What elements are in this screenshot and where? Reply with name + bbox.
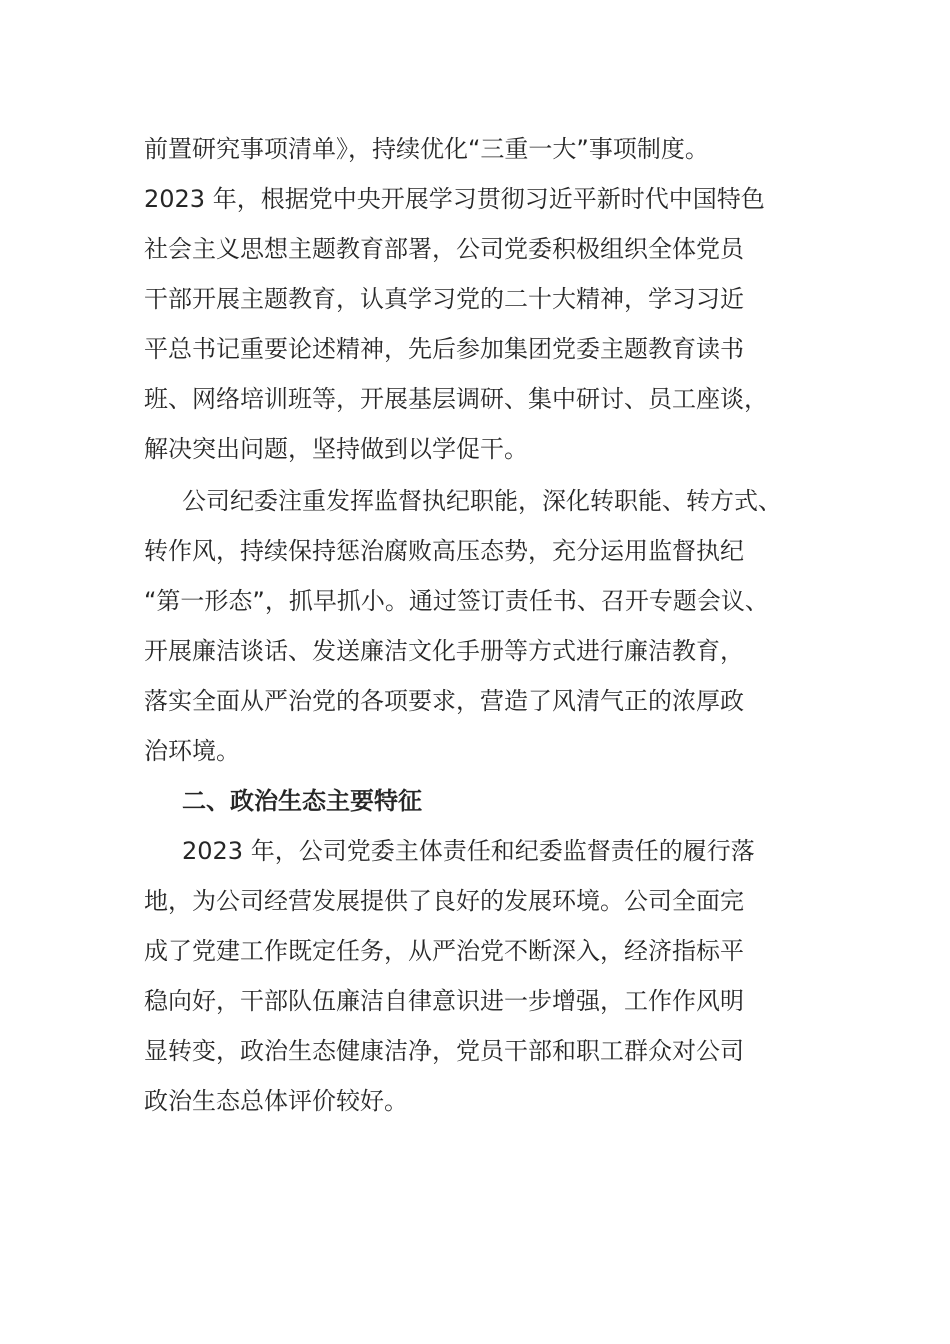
paragraph-line: 社会主义思想主题教育部署，公司党委积极组织全体党员 [144, 235, 744, 263]
paragraph-line: 落实全面从严治党的各项要求，营造了风清气正的浓厚政 [144, 687, 744, 715]
paragraph-line: 转作风，持续保持惩治腐败高压态势，充分运用监督执纪 [144, 537, 744, 565]
paragraph-line: 成了党建工作既定任务，从严治党不断深入，经济指标平 [144, 937, 744, 965]
paragraph-line: 前置研究事项清单》，持续优化“三重一大”事项制度。 [144, 135, 709, 163]
paragraph-line: 开展廉洁谈话、发送廉洁文化手册等方式进行廉洁教育， [144, 637, 744, 665]
paragraph-line: 平总书记重要论述精神，先后参加集团党委主题教育读书 [144, 335, 744, 363]
paragraph-line: 2023 年，公司党委主体责任和纪委监督责任的履行落 [182, 837, 755, 865]
paragraph-line: 显转变，政治生态健康洁净，党员干部和职工群众对公司 [144, 1037, 744, 1065]
paragraph-line: 政治生态总体评价较好。 [144, 1087, 408, 1115]
paragraph-line: 解决突出问题，坚持做到以学促干。 [144, 435, 528, 463]
paragraph-line: 治环境。 [144, 737, 240, 765]
paragraph-line: 稳向好，干部队伍廉洁自律意识进一步增强，工作作风明 [144, 987, 744, 1015]
paragraph-line: 班、网络培训班等，开展基层调研、集中研讨、员工座谈， [144, 385, 768, 413]
paragraph-line: 干部开展主题教育，认真学习党的二十大精神，学习习近 [144, 285, 744, 313]
paragraph-line: “第一形态”，抓早抓小。通过签订责任书、召开专题会议、 [144, 587, 769, 615]
section-heading: 二、政治生态主要特征 [182, 787, 422, 815]
paragraph-line: 公司纪委注重发挥监督执纪职能，深化转职能、转方式、 [182, 487, 782, 515]
paragraph-line: 2023 年，根据党中央开展学习贯彻习近平新时代中国特色 [144, 185, 765, 213]
paragraph-line: 地，为公司经营发展提供了良好的发展环境。公司全面完 [144, 887, 744, 915]
